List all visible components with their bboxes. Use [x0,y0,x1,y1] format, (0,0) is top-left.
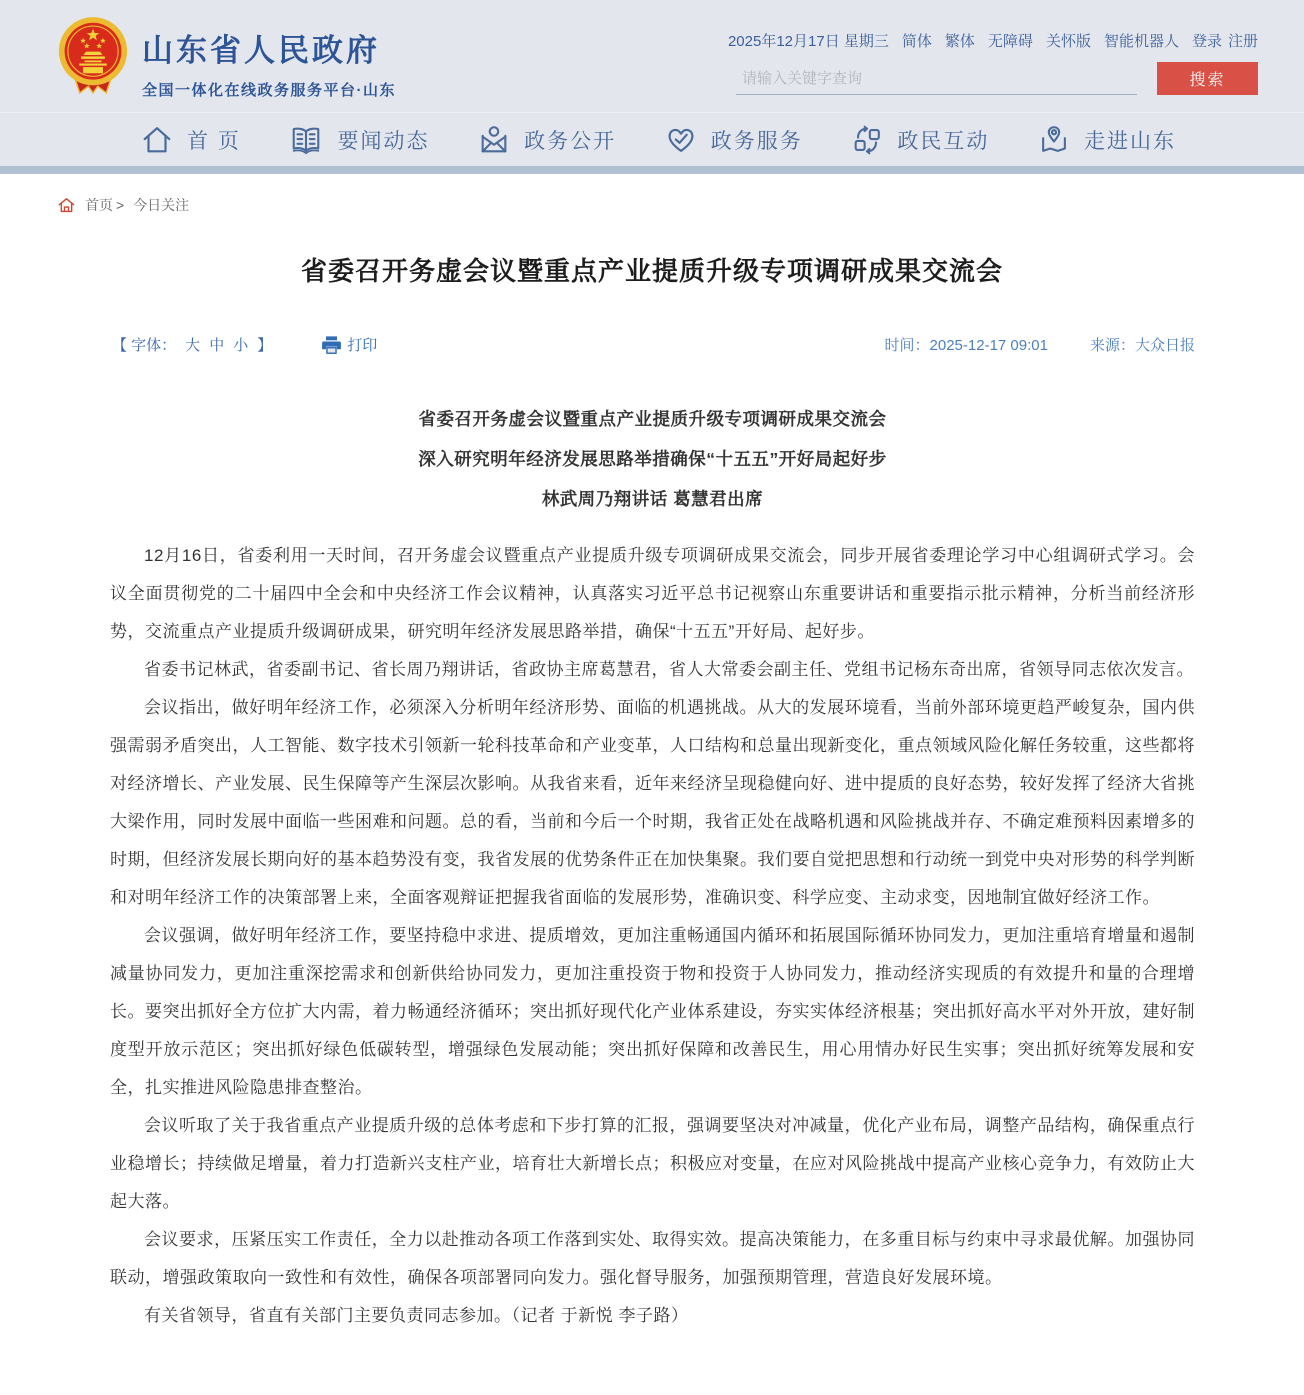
article-paragraph: 省委书记林武，省委副书记、省长周乃翔讲话，省政协主席葛慧君，省人大常委会副主任、党组书记杨东奇出席，省领导同志依次发言。 [144,659,1194,679]
breadcrumb-home-link[interactable]: 首页 [85,197,113,213]
interaction-icon [850,123,884,157]
book-icon [288,123,324,157]
site-logo[interactable] [57,0,396,112]
site-header [0,0,1304,112]
national-emblem-icon [57,15,129,95]
top-links [727,30,1258,51]
current-date: 2025年12月17日 星期三 [727,33,889,50]
publish-time: 时间：2025-12-17 09:01 [884,337,1048,354]
link-accessibility[interactable]: 无障碍 [987,33,1033,50]
printer-icon [322,336,341,354]
content-area [0,195,1304,1335]
breadcrumb-current-link[interactable]: 今日关注 [133,197,190,213]
article-paragraphs [110,537,1195,1335]
article-subtitles [110,409,1195,511]
article-paragraph: 会议要求，压紧压实工作责任，全力以赴推动各项工作落到实处、取得实效。提高决策能力，在多重目标与约束中寻求最优解。加强协同联动，增强政策取向一致性和有效性，确保各项部署同向发力。强化督导服务，加强预期管理，营造良好发展环境。 [110,1229,1195,1287]
home-icon [140,123,174,157]
breadcrumb [57,195,1304,215]
nav-item-label: 要闻动态 [337,129,430,153]
mail-icon [477,123,511,157]
font-size-medium-button[interactable]: 中 [209,337,225,354]
site-subtitle: 全国一体化在线政务服务平台·山东 [142,82,396,99]
article-subtitle-line: 深入研究明年经济发展思路举措确保“十五五”开好局起好步 [418,448,887,469]
article-subtitle-line: 省委召开务虚会议暨重点产业提质升级专项调研成果交流会 [418,409,887,429]
site-title: 山东省人民政府 [142,33,380,68]
nav-item-gov-services[interactable] [664,123,803,157]
home-icon [57,196,76,215]
nav-item-label: 首 页 [187,129,241,153]
nav-bottom-strip [0,166,1304,174]
font-controls-close: 】 [257,337,273,354]
article-meta-row [112,334,1195,355]
link-smart-robot[interactable]: 智能机器人 [1103,33,1179,50]
article-source: 来源：大众日报 [1089,337,1195,354]
breadcrumb-separator: > [116,197,125,213]
link-register[interactable]: 注册 [1227,33,1258,50]
search-input[interactable] [736,63,1137,95]
article-paragraph: 有关省领导，省直有关部门主要负责同志参加。（记者 于新悦 李子路） [144,1305,689,1325]
font-size-large-button[interactable]: 大 [185,337,201,354]
font-size-controls [112,334,272,355]
search-button[interactable]: 搜索 [1157,62,1258,95]
nav-item-interaction[interactable] [850,123,989,157]
article-subtitle-line: 林武周乃翔讲话 葛慧君出席 [541,488,764,509]
nav-item-about-shandong[interactable] [1037,123,1176,157]
link-care-version[interactable]: 关怀版 [1045,33,1091,50]
nav-item-label: 政民互动 [897,129,990,153]
nav-item-label: 政务公开 [524,129,617,153]
nav-item-gov-disclosure[interactable] [477,123,616,157]
header-right [727,0,1258,112]
print-button[interactable] [322,334,377,355]
nav-item-label: 政务服务 [710,129,803,153]
link-login[interactable]: 登录 [1191,33,1222,50]
nav-item-label: 走进山东 [1083,129,1176,153]
map-pin-icon [1037,123,1071,157]
article-paragraph: 12月16日，省委利用一天时间，召开务虚会议暨重点产业提质升级专项调研成果交流会，同步开展省委理论学习中心组调研式学习。会议全面贯彻党的二十届四中全会和中央经济工作会议精神，认真落实习近平总书记视察山东重要讲话和重要指示批示精神，分析当前经济形势，交流重点产业提质升级调研成果，研究明年经济发展思路举措，确保“十五五”开好局、起好步。 [110,545,1195,641]
link-traditional-chinese[interactable]: 繁体 [944,33,975,50]
nav-item-news[interactable] [288,123,429,157]
article-paragraph: 会议听取了关于我省重点产业提质升级的总体考虑和下步打算的汇报，强调要坚决对冲减量，优化产业布局，调整产品结构，确保重点行业稳增长；持续做足增量，着力打造新兴支柱产业，培育壮大新增长点；积极应对变量，在应对风险挑战中提高产业核心竞争力，有效防止大起大落。 [110,1115,1195,1211]
search-bar [736,62,1258,95]
font-size-small-button[interactable]: 小 [233,337,249,354]
main-nav [0,112,1304,166]
nav-item-home[interactable] [140,123,241,157]
article-body [110,409,1195,1335]
link-simplified-chinese[interactable]: 简体 [901,33,932,50]
heart-icon [664,123,698,157]
article-title: 省委召开务虚会议暨重点产业提质升级专项调研成果交流会 [300,256,1003,286]
print-label: 打印 [347,337,378,354]
article-paragraph: 会议指出，做好明年经济工作，必须深入分析明年经济形势、面临的机遇挑战。从大的发展环境看，当前外部环境更趋严峻复杂，国内供强需弱矛盾突出，人工智能、数字技术引领新一轮科技革命和产业变革，人口结构和总量出现新变化，重点领域风险化解任务较重，这些都将对经济增长、产业发展、民生保障等产生深层次影响。从我省来看，近年来经济呈现稳健向好、进中提质的良好态势，较好发挥了经济大省挑大梁作用，同时发展中面临一些困难和问题。总的看，当前和今后一个时期，我省正处在战略机遇和风险挑战并存、不确定难预料因素增多的时期，但经济发展长期向好的基本趋势没有变，我省发展的优势条件正在加快集聚。我们要自觉把思想和行动统一到党中央对形势的科学判断和对明年经济工作的决策部署上来，全面客观辩证把握我省面临的发展形势，准确识变、科学应变、主动求变，因地制宜做好经济工作。 [110,697,1195,907]
article-paragraph: 会议强调，做好明年经济工作，要坚持稳中求进、提质增效，更加注重畅通国内循环和拓展国际循环协同发力，更加注重培育增量和遏制减量协同发力，更加注重深挖需求和创新供给协同发力，更加注重投资于物和投资于人协同发力，推动经济实现质的有效提升和量的合理增长。要突出抓好全方位扩大内需，着力畅通经济循环；突出抓好现代化产业体系建设，夯实实体经济根基；突出抓好高水平对外开放，建好制度型开放示范区；突出抓好绿色低碳转型，增强绿色发展动能；突出抓好保障和改善民生，用心用情办好民生实事；突出抓好统筹发展和安全，扎实推进风险隐患排查整治。 [110,925,1195,1097]
font-controls-open: 【 字体： [112,337,177,354]
